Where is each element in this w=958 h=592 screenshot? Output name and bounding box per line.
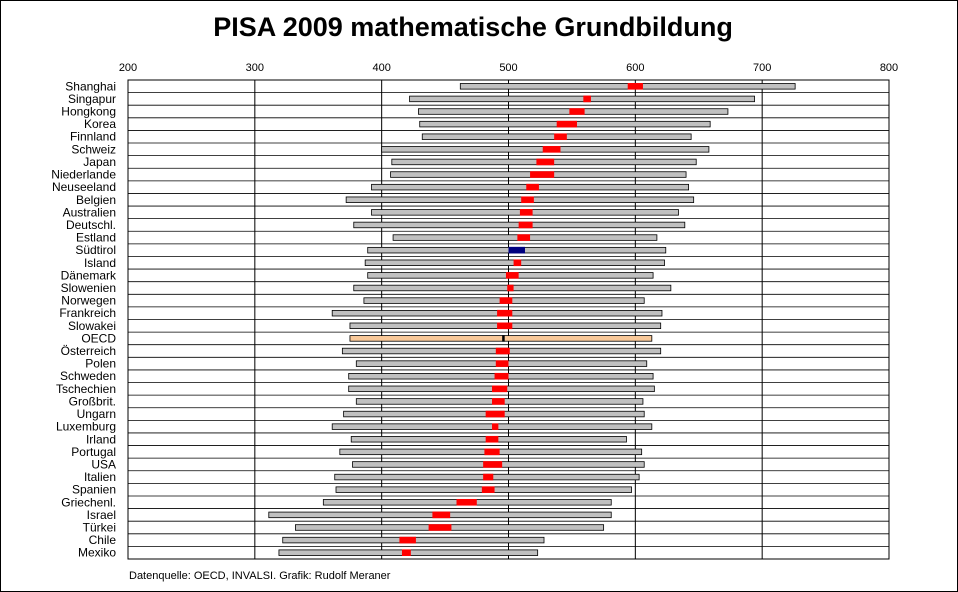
mean-marker-37 [402,549,411,556]
category-label-7: Niederlande [51,167,116,182]
mean-marker-7 [530,171,554,178]
x-tick-label-800: 800 [879,62,899,74]
mean-marker-0 [628,83,643,90]
mean-marker-36 [399,537,415,544]
category-label-22: Polen [85,356,116,371]
mean-marker-5 [543,146,561,153]
x-tick-label-700: 700 [752,62,772,74]
category-label-17: Norwegen [61,293,116,308]
mean-marker-25 [492,398,505,405]
category-label-32: Spanien [71,482,116,497]
mean-marker-26 [486,411,505,418]
category-label-8: Neuseeland [51,180,116,195]
category-label-37: Mexiko [77,545,116,560]
mean-marker-34 [432,512,450,519]
mean-marker-14 [514,259,522,266]
mean-marker-13 [509,247,525,254]
x-tick-label-400: 400 [372,62,391,74]
mean-marker-31 [483,474,493,481]
range-bar-9 [346,197,694,203]
category-label-30: USA [91,457,116,472]
category-label-28: Irland [85,432,116,447]
mean-marker-12 [517,234,530,241]
mean-marker-17 [500,297,513,304]
mean-marker-33 [456,499,476,506]
category-label-31: Italien [83,470,116,485]
mean-marker-3 [557,121,577,128]
category-label-21: Österreich [60,344,116,359]
mean-marker-18 [497,310,512,317]
mean-marker-1 [583,96,591,103]
mean-marker-16 [507,285,513,292]
category-label-23: Schweden [59,369,116,384]
mean-marker-29 [484,449,499,456]
category-label-27: Luxemburg [55,419,116,434]
category-label-3: Korea [83,117,116,132]
mean-marker-32 [482,486,495,493]
mean-marker-24 [492,386,507,393]
category-label-18: Frankreich [59,306,116,321]
range-bar-20 [350,336,652,342]
mean-marker-15 [506,272,519,279]
category-label-29: Portugal [71,444,116,459]
x-tick-label-600: 600 [626,62,645,74]
mean-marker-9 [521,196,534,203]
mean-marker-21 [496,348,510,355]
mean-marker-2 [569,108,584,115]
x-tick-label-200: 200 [118,62,138,74]
chart-title: PISA 2009 mathematische Grundbildung [213,12,733,42]
category-label-1: Singapur [67,91,116,106]
category-label-25: Großbrit. [68,394,116,409]
mean-marker-8 [526,184,539,191]
category-label-15: Dänemark [60,268,116,283]
x-tick-label-300: 300 [245,62,265,74]
category-label-12: Estland [75,230,116,245]
mean-marker-4 [554,133,567,140]
range-bar-1 [410,96,755,102]
category-label-14: Island [83,255,116,270]
mean-marker-11 [519,222,533,229]
category-label-26: Ungarn [76,407,116,422]
category-label-2: Hongkong [61,104,116,119]
category-label-24: Tschechien [55,381,116,396]
category-label-35: Türkei [82,520,116,535]
category-label-0: Shanghai [65,79,116,94]
category-label-16: Slowenien [60,280,116,295]
mean-marker-30 [483,461,502,468]
mean-marker-22 [496,360,509,367]
category-label-9: Belgien [75,192,116,207]
mean-marker-35 [429,524,452,531]
category-label-5: Schweiz [71,142,116,157]
category-label-34: Israel [86,507,116,522]
category-label-10: Australien [62,205,116,220]
mean-marker-28 [486,436,499,443]
mean-marker-23 [495,373,509,380]
mean-marker-10 [520,209,533,216]
category-label-4: Finnland [69,129,116,144]
mean-marker-19 [497,323,512,330]
mean-marker-6 [536,159,554,166]
x-tick-label-500: 500 [499,62,518,74]
category-label-13: Südtirol [75,243,116,258]
category-label-6: Japan [83,154,116,169]
category-label-11: Deutschl. [65,217,116,232]
category-label-20: OECD [81,331,116,346]
category-label-36: Chile [88,533,116,548]
source-note: Datenquelle: OECD, INVALSI. Grafik: Rudolf Meraner [129,570,391,582]
mean-marker-20 [502,335,505,342]
category-label-19: Slowakei [67,318,116,333]
mean-marker-27 [492,423,498,430]
category-label-33: Griechenl. [61,495,116,510]
